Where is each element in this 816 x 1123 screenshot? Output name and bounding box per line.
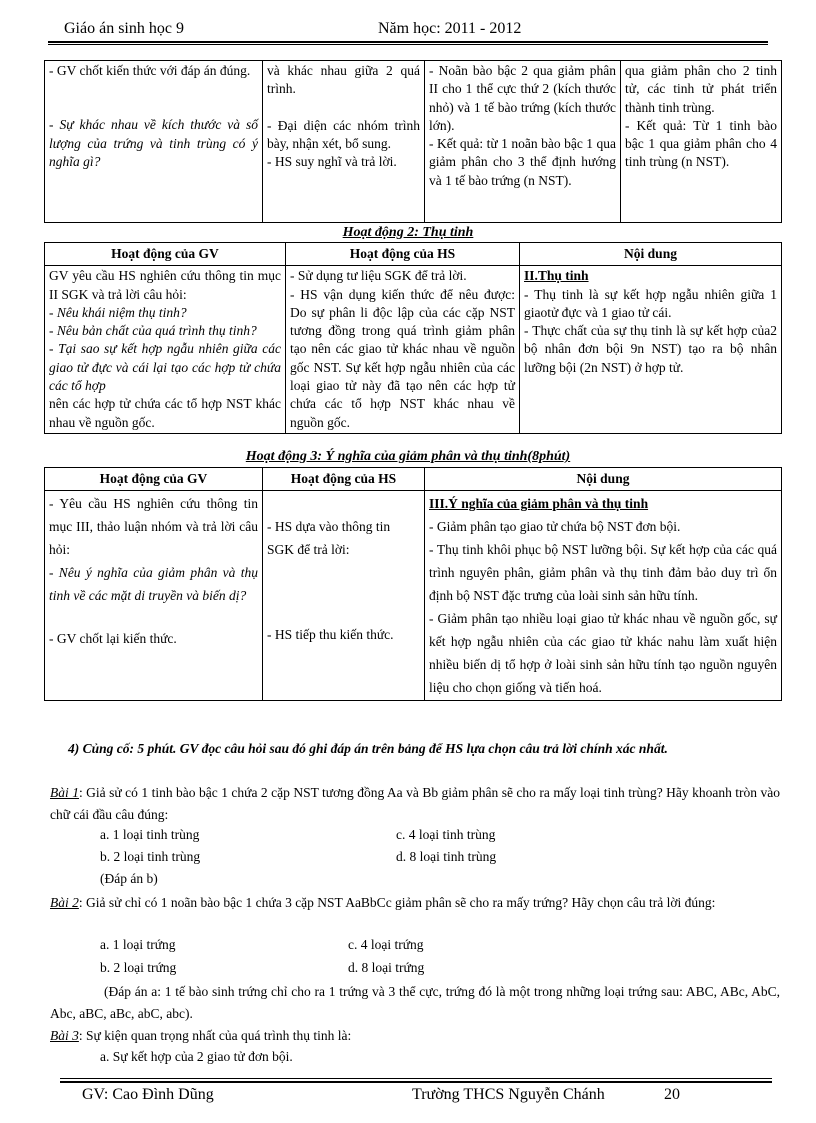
table-row [45, 61, 782, 223]
table-cell [286, 266, 520, 434]
cell-text: - HS tiếp thu kiến thức. [267, 627, 394, 643]
table-cell [45, 266, 286, 434]
page-number: 20 [664, 1086, 680, 1103]
option-2a: a. 1 loại trứng [100, 937, 176, 952]
question-1 [50, 782, 780, 826]
cell-text: - HS vận dụng kiến thức để nêu được: Do sự phân li độc lập của các cặp NST tương đồng trong quá trình giảm phân tạo nên các giao tử khác nhau về nguồn gốc NST. Sự kết hợp ngẫu nhiên của các loại giao tử này đã tạo nên các hợp tử chứa các tổ hợp NST khác nhau về nguồn gốc. [290, 286, 515, 430]
option-1c: c. 4 loại tinh trùng [396, 827, 496, 842]
cell-text: - Thụ tinh khôi phục bộ NST lưỡng bội. Sự kết hợp của các quá trình nguyên phân, giảm phân và thụ tinh đảm bảo duy trì ổn định bộ NST đặc trưng của loài sinh sản hữu tính. [429, 542, 777, 604]
option-2d: d. 8 loại trứng [348, 960, 425, 975]
cell-text: - HS dựa vào thông tin SGK để trả lời: [267, 519, 391, 558]
question-label: Bài 3 [50, 1028, 79, 1043]
cell-text: nên các hợp tử chứa các tổ hợp NST khác nhau về nguồn gốc. [49, 396, 281, 430]
activity2-table [44, 242, 782, 434]
question-text: : Sự kiện quan trọng nhất của quá trình thụ tinh là: [78, 1028, 352, 1043]
cell-question: - Sự khác nhau về kích thước và số lượng của trứng và tinh trùng có ý nghĩa gì? [49, 117, 258, 169]
cell-text: - Sử dụng tư liệu SGK để trả lời. [290, 268, 467, 284]
section-heading: II.Thụ tinh [524, 268, 589, 284]
cell-text: - GV chốt kiến thức với đáp án đúng. [49, 63, 251, 78]
footer-rule [60, 1081, 772, 1083]
header-subject: Giáo án sinh học 9 [64, 20, 184, 37]
question-label: Bài 1 [50, 785, 79, 800]
cell-text: - Đại diện các nhóm trình bày, nhận xét, bổ sung. [267, 117, 420, 151]
question-label: Bài 2 [50, 895, 79, 910]
col-header-content: Nội dung [425, 468, 782, 491]
option-1d: d. 8 loại tinh trùng [396, 849, 497, 864]
cell-text: - Giảm phân tạo giao tử chứa bộ NST đơn bội. [429, 519, 681, 535]
table-cell [425, 491, 782, 701]
table-cell [425, 61, 621, 223]
footer-teacher: GV: Cao Đình Dũng [82, 1086, 214, 1103]
cell-text: qua giảm phân cho 2 tinh tử, các tinh tử phát triển thành tinh trùng. [625, 63, 777, 115]
cell-text: - Kết quả: Từ 1 tinh bào bậc 1 qua giảm phân cho 4 tinh trùng (n NST). [625, 117, 777, 170]
col-header-gv: Hoạt động của GV [45, 468, 263, 491]
footer-rule-thin [60, 1078, 772, 1079]
table-continuation [44, 60, 782, 223]
activity3-title: Hoạt động 3: Ý nghĩa của giảm phân và thụ tinh(8phút) [245, 449, 571, 464]
review-heading: 4) Củng cố: 5 phút. GV đọc câu hỏi sau đó ghi đáp án trên bảng để HS lựa chọn câu trả lời chính xác nhất. [68, 741, 668, 756]
cell-question: - Nêu khái niệm thụ tinh? [49, 304, 187, 320]
footer-school: Trường THCS Nguyễn Chánh [412, 1086, 605, 1103]
col-header-content: Nội dung [520, 243, 782, 266]
table-cell [621, 61, 782, 223]
table-cell [520, 266, 782, 434]
cell-text: - Giảm phân tạo nhiều loại giao tử khác nhau về nguồn gốc, sự kết hợp ngẫu nhiên của các giao tử khác nahu làm xuất hiện nhiều biến dị tổ hợp ở loài sinh sản hữu tính tạo nguồn nguyên liệu cho chọn giống và tiến hoá. [429, 611, 777, 696]
table-header-row [45, 243, 782, 266]
col-header-gv: Hoạt động của GV [45, 243, 286, 266]
option-2b: b. 2 loại trứng [100, 960, 177, 975]
cell-text: và khác nhau giữa 2 quá trình. [267, 63, 420, 97]
table-cell [263, 491, 425, 701]
question-3 [50, 1025, 780, 1047]
cell-question: - Nêu bản chất của quá trình thụ tinh? [49, 323, 257, 339]
option-3a: a. Sự kết hợp của 2 giao tử đơn bội. [100, 1049, 293, 1064]
cell-text: - GV chốt lại kiến thức. [49, 631, 177, 647]
cell-text: - Kết quả: từ 1 noãn bào bậc 1 qua giảm phân cho 3 thể định hướng và 1 tế bào trứng (n NST). [429, 136, 616, 188]
table-cell [45, 61, 263, 223]
cell-text: GV yêu cầu HS nghiên cứu thông tin mục II SGK và trả lời câu hỏi: [49, 268, 281, 302]
col-header-hs: Hoạt động của HS [263, 468, 425, 491]
table-header-row [45, 468, 782, 491]
header-rule-thin [48, 44, 768, 45]
activity2-title: Hoạt động 2: Thụ tinh [342, 225, 474, 240]
answer-1: (Đáp án b) [100, 871, 158, 886]
table-row [45, 266, 782, 434]
activity3-table [44, 467, 782, 701]
header-rule [48, 41, 768, 43]
col-header-hs: Hoạt động của HS [286, 243, 520, 266]
option-2c: c. 4 loại trứng [348, 937, 424, 952]
cell-question: - Nêu ý nghĩa của giảm phân và thụ tinh về các mặt di truyền và biến dị? [49, 565, 258, 604]
option-1b: b. 2 loại tinh trùng [100, 849, 201, 864]
table-cell [263, 61, 425, 223]
cell-text: - Noãn bào bậc 2 qua giảm phân II cho 1 thể cực thứ 2 (kích thước nhỏ) và 1 tế bào trứng (kích thước lớn). [429, 63, 616, 133]
table-cell [45, 491, 263, 701]
option-1a: a. 1 loại tinh trùng [100, 827, 200, 842]
section-heading: III.Ý nghĩa của giảm phân và thụ tinh [429, 496, 649, 512]
question-text: : Giả sử có 1 tinh bào bậc 1 chứa 2 cặp NST tương đồng Aa và Bb giảm phân sẽ cho ra mấy loại tinh trùng? Hãy khoanh tròn vào chữ cái đầu câu đúng: [50, 785, 781, 822]
cell-text: - HS suy nghĩ và trả lời. [267, 154, 397, 170]
answer-2: (Đáp án a: 1 tế bào sinh trứng chỉ cho ra 1 trứng và 3 thể cực, trứng đó là một trong những loại trứng sau: ABC, ABc, AbC, Abc, aBC, aBc, abC, abc). [50, 984, 780, 1021]
header-school-year: Năm học: 2011 - 2012 [378, 20, 522, 37]
cell-text: - Yêu cầu HS nghiên cứu thông tin mục III, thảo luận nhóm và trả lời câu hỏi: [49, 496, 258, 558]
cell-text: - Thực chất của sự thụ tinh là sự kết hợp của2 bộ nhân đơn bội 9n NST) tạo ra bộ nhân lưỡng bội (2n NST) ở hợp tử. [524, 323, 777, 375]
question-2 [50, 892, 780, 914]
table-row [45, 491, 782, 701]
cell-question: - Tại sao sự kết hợp ngẫu nhiên giữa các giao tử đực và cái lại tạo các hợp tử chứa các tổ hợp [49, 341, 281, 394]
question-text: : Giả sử chỉ có 1 noãn bào bậc 1 chứa 3 cặp NST AaBbCc giảm phân sẽ cho ra mấy trứng? Hãy chọn câu trả lời đúng: [78, 895, 716, 910]
cell-text: - Thụ tinh là sự kết hợp ngẫu nhiên giữa 1 giaotử đực và 1 giao tử cái. [524, 286, 777, 320]
